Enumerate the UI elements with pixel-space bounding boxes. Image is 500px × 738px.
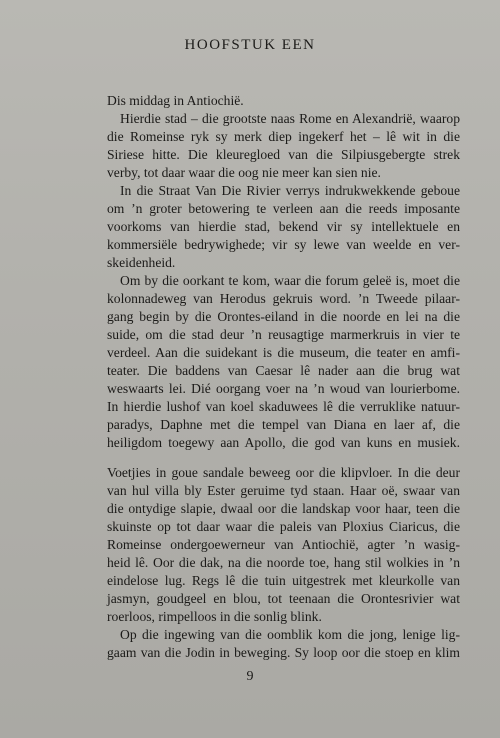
text-line: eindelose lug. Regs lê die tuin uitgestrek met kleurkolle van <box>107 573 460 588</box>
text-line: Romeinse ondergoewerneur van Antiochië, agter ’n wasig- <box>107 537 460 552</box>
text-line: Siriese hitte. Die kleuregloed van die Silpiusgebergte strek <box>107 147 460 162</box>
text-line: In die Straat Van Die Rivier verrys indrukwekkende geboue <box>120 183 460 198</box>
text-line: teater. Die baddens van Caesar lê nader aan die brug wat <box>107 363 460 378</box>
text-line: In hierdie lushof van koel skaduwees lê die verruklike natuur- <box>107 399 460 414</box>
page-number: 9 <box>246 669 254 684</box>
text-line: kolonnadeweg van Herodus gekruis word. ’n Tweede pilaar- <box>107 291 460 306</box>
text-line: gaam van die Jodin in beweging. Sy loop oor die stoep en klim <box>107 645 460 660</box>
text-line: paradys, Daphne met die tempel van Diana en laer af, die <box>107 417 460 432</box>
text-line: skuinste op tot daar waar die paleis van Ploxius Ciaricus, die <box>107 519 460 534</box>
text-line: Op die ingewing van die oomblik kom die jong, lenige lig- <box>120 627 460 642</box>
text-line: heiligdom toegewy aan Apollo, die god van kuns en musiek. <box>107 435 460 450</box>
text-line: verby, tot daar waar die oog nie meer kan sien nie. <box>107 165 381 180</box>
text-line: Dis middag in Antiochië. <box>107 93 244 108</box>
text-line: voorkoms van hierdie stad, bekend vir sy intellektuele en <box>107 219 460 234</box>
text-line: verdeel. Aan die suidekant is die museum, die teater en amfi- <box>107 345 460 360</box>
text-line: Voetjies in goue sandale beweeg oor die klipvloer. In die deur <box>107 465 460 480</box>
text-line: die Romeinse ryk sy merk diep ingekerf het – lê wit in die <box>107 129 460 144</box>
text-line: Hierdie stad – die grootste naas Rome en Alexandrië, waarop <box>120 111 460 126</box>
text-line: jasmyn, goudgeel en blou, tot teenaan die Orontesrivier wat <box>107 591 460 606</box>
text-line: gang begin by die Orontes-eiland in die noorde en lei na die <box>107 309 460 324</box>
text-line: Om by die oorkant te kom, waar die forum geleë is, moet die <box>120 273 460 288</box>
text-line: die ontydige slapie, dwaal oor die landskap voor haar, teen die <box>107 501 460 516</box>
text-line: om ’n groter betowering te verleen aan die reeds imposante <box>107 201 460 216</box>
text-line: suide, om die stad deur ’n reusagtige marmerkruis in vier te <box>107 327 460 342</box>
text-line: van hul villa bly Ester geruime tyd staan. Haar oë, swaar van <box>107 483 460 498</box>
chapter-heading: HOOFSTUK EEN <box>184 37 316 53</box>
text-line: heid lê. Oor die dak, na die noorde toe, hang stil wolkies in ’n <box>107 555 460 570</box>
text-line: roerloos, rimpelloos in die sonlig blink. <box>107 609 322 624</box>
text-line: weswaarts lei. Dié oorgang voer na ’n woud van lourierbome. <box>107 381 460 396</box>
text-line: skeidenheid. <box>107 255 176 270</box>
text-line: kommersiële bedrywighede; vir sy lewe van weelde en ver- <box>107 237 460 252</box>
